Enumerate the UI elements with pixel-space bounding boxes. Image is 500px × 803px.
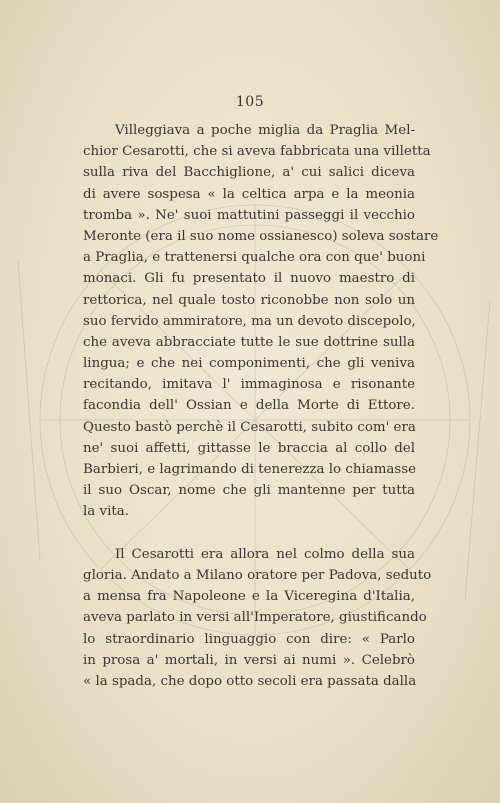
text-line: il suo Oscar, nome che gli mantenne per tutta	[83, 483, 415, 499]
text-line: rettorica, nel quale tosto riconobbe non solo un	[83, 292, 415, 308]
text-line: sulla riva del Bacchiglione, a' cui salici diceva	[83, 165, 415, 181]
text-line: Il Cesarotti era allora nel colmo della sua	[115, 546, 415, 562]
text-line: Questo bastò perchè il Cesarotti, subito com' era	[83, 419, 416, 435]
text-line: ne' suoi affetti, gittasse le braccia al collo del	[83, 440, 415, 456]
text-line: Barbieri, e lagrimando di tenerezza lo chiamasse	[83, 462, 417, 477]
text-line: aveva parlato in versi all'Imperatore, giustificando	[83, 610, 427, 626]
text-line: monaci. Gli fu presentato il nuovo maestro di	[83, 271, 415, 287]
text-line: di avere sospesa « la celtica arpa e la meonia	[83, 186, 415, 202]
text-line: lingua; e che nei componimenti, che gli veniva	[83, 356, 415, 372]
text-line: Villeggiava a poche miglia da Praglia Mel-	[115, 123, 415, 138]
paragraph	[83, 544, 432, 692]
page-number: 105	[235, 94, 265, 110]
text-line: che aveva abbracciate tutte le sue dottrine sulla	[83, 334, 415, 350]
paragraph-gap	[83, 523, 415, 544]
text-line: in prosa a' mortali, in versi ai numi ». Celebrò	[83, 652, 415, 668]
text-line: la vita.	[83, 504, 129, 520]
text-line: recitando, imitava l' immaginosa e risonante	[83, 377, 415, 393]
text-line: Meronte (era il suo nome ossianesco) soleva sostare	[83, 228, 439, 244]
text-line: suo fervido ammiratore, ma un devoto discepolo,	[83, 313, 416, 329]
text-line: « la spada, che dopo otto secoli era passata dalla	[83, 673, 417, 689]
paragraph	[83, 120, 439, 523]
text-line: gloria. Andato a Milano oratore per Padova, seduto	[83, 567, 432, 583]
text-line: lo straordinario linguaggio con dire: « Parlo	[83, 631, 415, 647]
text-line: a Praglia, e trattenersi qualche ora con que' buoni	[83, 250, 426, 266]
text-line: chior Cesarotti, che si aveva fabbricata una villetta	[83, 144, 431, 160]
text-line: a mensa fra Napoleone e la Viceregina d'Italia,	[83, 589, 415, 605]
body-text	[83, 120, 439, 692]
text-line: tromba ». Ne' suoi mattutini passeggi il vecchio	[83, 207, 415, 223]
text-line: facondia dell' Ossian e della Morte di Ettore.	[83, 398, 415, 414]
